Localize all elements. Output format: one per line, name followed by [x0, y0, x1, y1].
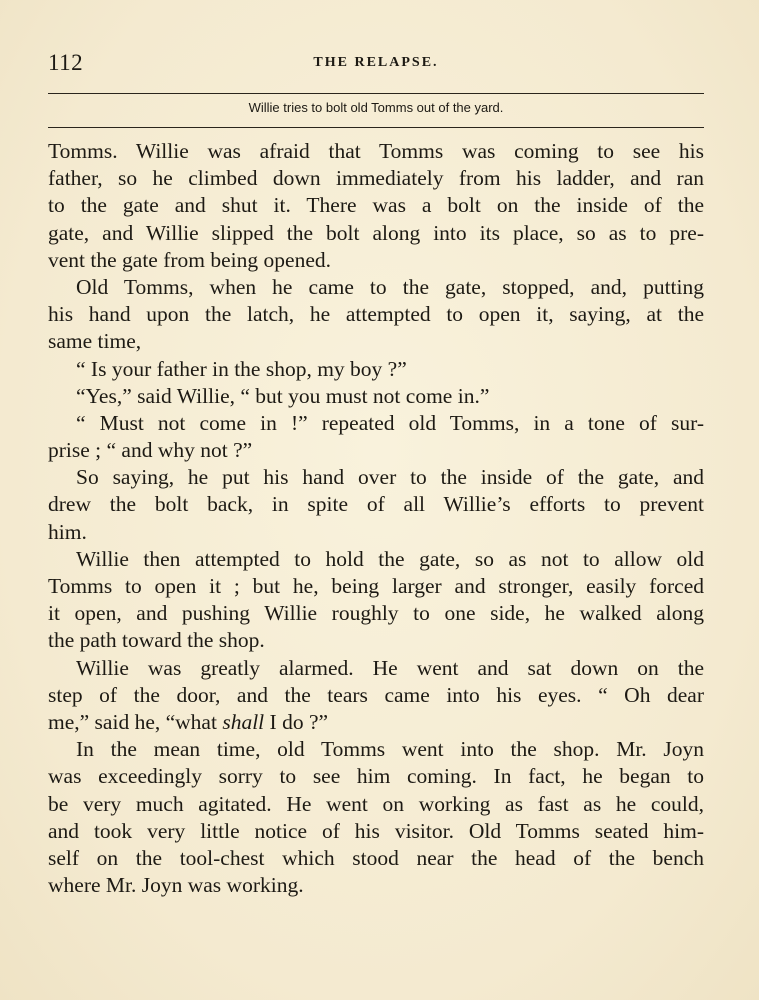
illustration-caption: Willie tries to bolt old Tomms out of the yard.: [248, 100, 504, 115]
running-title: THE RELAPSE.: [313, 55, 439, 70]
text-line-with-italic: [48, 709, 704, 736]
caption-bottom-rule: [48, 127, 704, 128]
text-line: was exceedingly sorry to see him coming. In fact, he began to: [48, 764, 704, 789]
text-line: to the gate and shut it. There was a bolt on the inside of the: [48, 193, 704, 218]
text-line: Tomms to open it ; but he, being larger and stronger, easily forced: [48, 574, 704, 598]
text-line: vent the gate from being opened.: [48, 247, 331, 272]
text-line: Willie then attempted to hold the gate, so as not to allow old: [76, 546, 704, 571]
page-number: 112: [48, 50, 84, 75]
text-line: self on the tool-chest which stood near the head of the bench: [48, 845, 704, 870]
text-line: So saying, he put his hand over to the inside of the gate, and: [76, 465, 704, 490]
text-line: drew the bolt back, in spite of all Willie’s efforts to prevent: [48, 492, 704, 517]
text-line: “ Is your father in the shop, my boy ?”: [76, 356, 407, 381]
text-line: and took very little notice of his visitor. Old Tomms seated him-: [48, 818, 704, 843]
text-line: In the mean time, old Tomms went into the shop. Mr. Joyn: [76, 737, 704, 762]
text-line: be very much agitated. He went on working as fast as he could,: [48, 791, 704, 816]
text-line: Willie was greatly alarmed. He went and sat down on the: [76, 655, 704, 680]
text-line: the path toward the shop.: [48, 628, 265, 653]
text-line-end: I do ?”: [264, 709, 329, 734]
text-line: “ Must not come in !” repeated old Tomms, in a tone of sur-: [76, 410, 704, 435]
text-line: where Mr. Joyn was working.: [48, 873, 304, 898]
text-line: prise ; “ and why not ?”: [48, 438, 253, 463]
italic-emphasis: shall: [222, 709, 265, 734]
text-line: gate, and Willie slipped the bolt along into its place, so as to pre-: [48, 220, 704, 245]
text-line: Tomms. Willie was afraid that Tomms was coming to see his: [48, 139, 704, 163]
text-line: step of the door, and the tears came into his eyes. “ Oh dear: [48, 682, 704, 707]
text-line: “Yes,” said Willie, “ but you must not come in.”: [76, 383, 490, 408]
text-line: father, so he climbed down immediately from his ladder, and ran: [48, 166, 704, 191]
page-header: [48, 50, 704, 80]
text-line: same time,: [48, 329, 142, 354]
text-line: Old Tomms, when he came to the gate, stopped, and, putting: [76, 274, 704, 299]
text-line: him.: [48, 519, 87, 544]
text-line: his hand upon the latch, he attempted to open it, saying, at the: [48, 302, 704, 327]
text-line-start: me,” said he, “what: [48, 709, 223, 734]
caption-top-rule: [48, 93, 704, 94]
body-text: [48, 138, 704, 899]
text-line: it open, and pushing Willie roughly to one side, he walked along: [48, 601, 704, 626]
